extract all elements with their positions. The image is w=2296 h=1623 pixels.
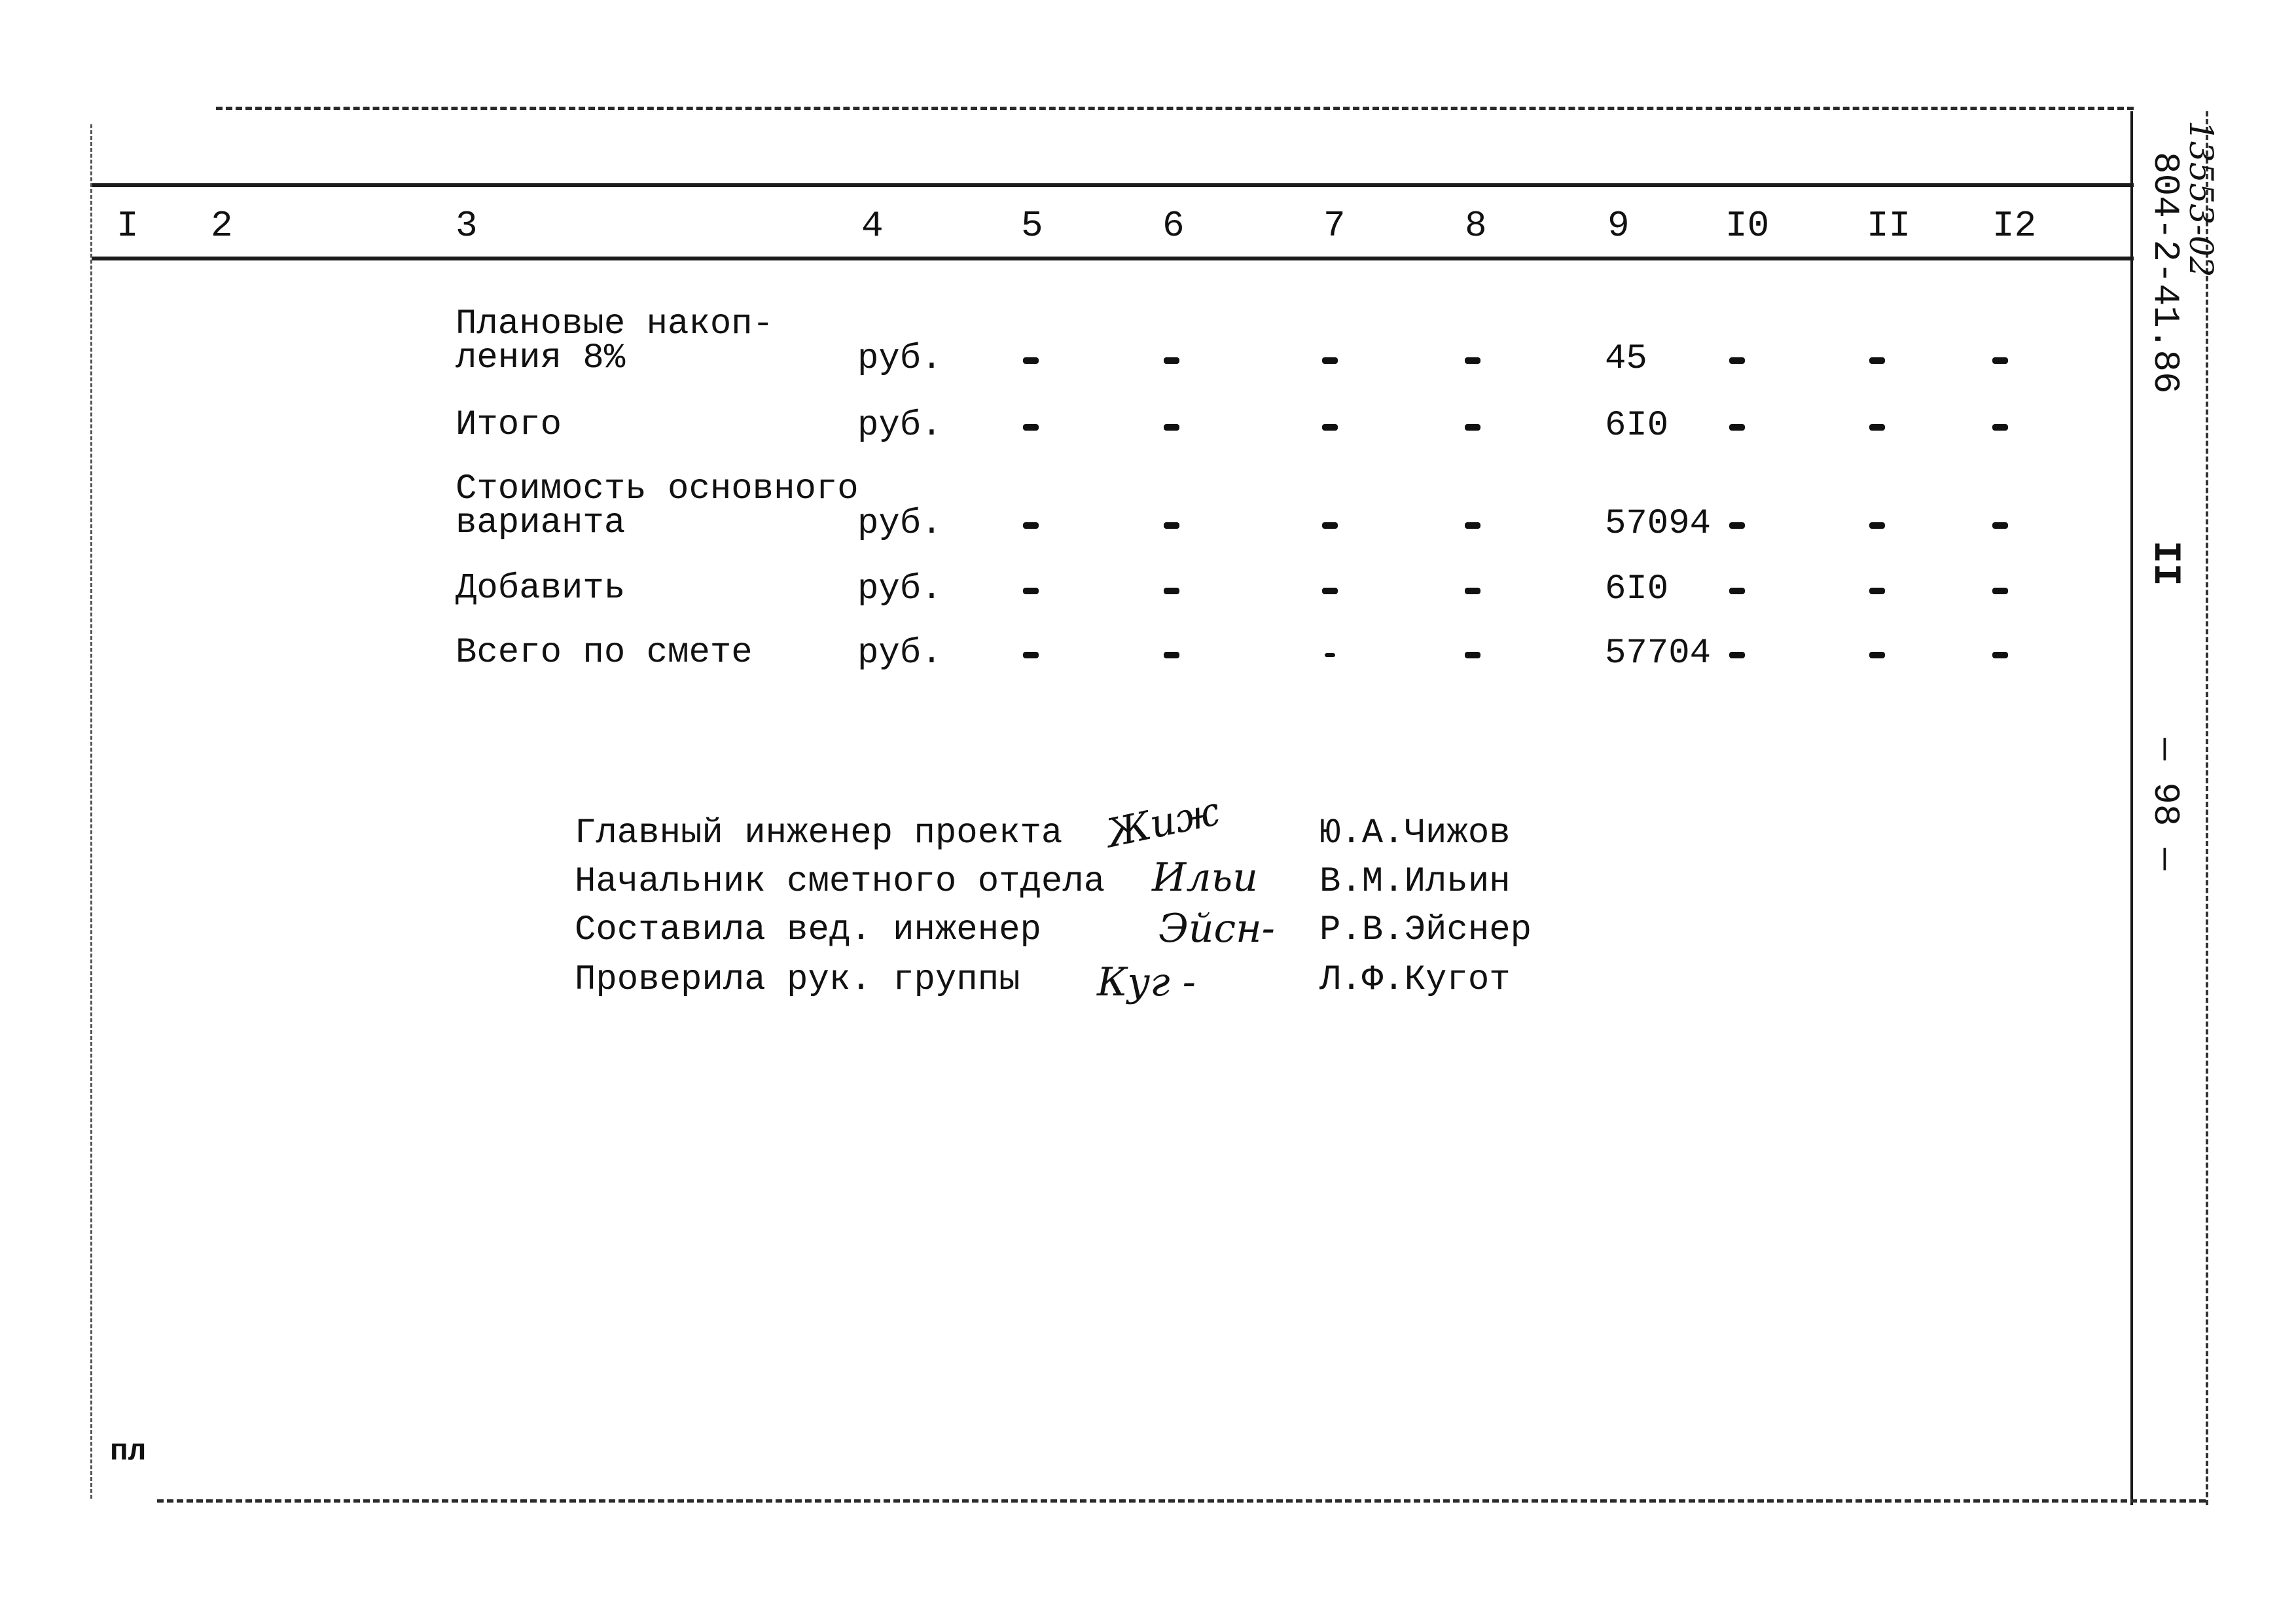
column-header-8: 8 xyxy=(1465,205,1487,247)
empty-cell-dash xyxy=(1992,357,2008,364)
signer-role: Составила вед. инженер xyxy=(575,910,1041,950)
row-amount: 6I0 xyxy=(1605,406,1669,446)
margin-handwritten-code: 13553-02 xyxy=(2182,120,2220,277)
margin-document-code: 804-2-41.86 xyxy=(2144,152,2186,394)
empty-cell-dash xyxy=(1164,357,1179,364)
header-top-rule xyxy=(92,183,2134,187)
empty-cell-dash xyxy=(1729,522,1745,529)
column-header-4: 4 xyxy=(861,205,884,247)
row-description-line: Плановые накоп- xyxy=(456,304,774,344)
row-amount: 57704 xyxy=(1605,633,1712,673)
handwritten-signature: Эйсн- xyxy=(1158,906,1275,952)
column-header-3: 3 xyxy=(456,205,478,247)
row-description-line: ления 8% xyxy=(456,338,626,378)
empty-cell-dash xyxy=(1992,588,2008,594)
margin-section-number: II xyxy=(2144,541,2186,586)
empty-cell-dash xyxy=(1164,522,1179,529)
empty-cell-dash xyxy=(1023,357,1039,364)
empty-cell-dash xyxy=(1729,424,1745,431)
empty-cell-dash xyxy=(1325,653,1335,657)
handwritten-signature: Ильи xyxy=(1152,855,1258,901)
empty-cell-dash xyxy=(1322,424,1338,431)
empty-cell-dash xyxy=(1465,357,1480,364)
signer-name: Л.Ф.Кугот xyxy=(1319,960,1511,1000)
row-description-line: Итого xyxy=(456,405,562,445)
empty-cell-dash xyxy=(1729,588,1745,594)
empty-cell-dash xyxy=(1322,588,1338,594)
signer-role: Начальник сметного отдела xyxy=(575,862,1105,902)
empty-cell-dash xyxy=(1023,424,1039,431)
empty-cell-dash xyxy=(1992,522,2008,529)
row-description-line: Добавить xyxy=(456,569,626,609)
empty-cell-dash xyxy=(1465,652,1480,658)
empty-cell-dash xyxy=(1729,357,1745,364)
handwritten-signature: Куг - xyxy=(1097,959,1196,1005)
column-header-5: 5 xyxy=(1021,205,1043,247)
column-header-11: II xyxy=(1867,205,1911,247)
right-outer-dashed-edge xyxy=(2206,111,2208,1505)
row-amount: 45 xyxy=(1605,339,1647,379)
column-header-12: I2 xyxy=(1992,205,2037,247)
signer-name: В.М.Ильин xyxy=(1319,862,1511,902)
right-margin-border xyxy=(2130,111,2133,1505)
empty-cell-dash xyxy=(1869,652,1885,658)
signer-name: Р.В.Эйснер xyxy=(1319,910,1532,950)
empty-cell-dash xyxy=(1164,652,1179,658)
row-amount: 6I0 xyxy=(1605,569,1669,609)
empty-cell-dash xyxy=(1164,424,1179,431)
row-amount: 57094 xyxy=(1605,504,1712,544)
margin-page-number: — 98 — xyxy=(2144,738,2186,870)
empty-cell-dash xyxy=(1023,652,1039,658)
empty-cell-dash xyxy=(1465,588,1480,594)
row-unit: руб. xyxy=(857,504,942,544)
row-description-line: Всего по смете xyxy=(456,633,753,673)
signer-role: Проверила рук. группы xyxy=(575,960,1020,1000)
empty-cell-dash xyxy=(1992,424,2008,431)
row-unit: руб. xyxy=(857,569,942,609)
empty-cell-dash xyxy=(1023,522,1039,529)
row-unit: руб. xyxy=(857,339,942,379)
empty-cell-dash xyxy=(1322,522,1338,529)
empty-cell-dash xyxy=(1869,357,1885,364)
empty-cell-dash xyxy=(1729,652,1745,658)
row-unit: руб. xyxy=(857,406,942,446)
footer-mark: пл xyxy=(110,1435,147,1469)
empty-cell-dash xyxy=(1465,424,1480,431)
empty-cell-dash xyxy=(1023,588,1039,594)
bottom-dashed-border xyxy=(157,1499,2206,1503)
column-header-10: I0 xyxy=(1725,205,1770,247)
column-header-6: 6 xyxy=(1162,205,1185,247)
row-description-line: Стоимость основного xyxy=(456,469,859,509)
empty-cell-dash xyxy=(1164,588,1179,594)
empty-cell-dash xyxy=(1869,588,1885,594)
empty-cell-dash xyxy=(1322,357,1338,364)
left-edge-ticks xyxy=(90,124,92,1499)
signer-role: Главный инженер проекта xyxy=(575,813,1063,853)
column-header-1: I xyxy=(117,205,139,247)
header-bottom-rule xyxy=(92,257,2134,260)
row-description-line: варианта xyxy=(456,503,626,543)
empty-cell-dash xyxy=(1992,652,2008,658)
handwritten-signature: Жиж xyxy=(1102,788,1224,857)
empty-cell-dash xyxy=(1869,522,1885,529)
empty-cell-dash xyxy=(1465,522,1480,529)
column-header-9: 9 xyxy=(1607,205,1630,247)
signer-name: Ю.А.Чижов xyxy=(1319,813,1511,853)
row-unit: руб. xyxy=(857,633,942,673)
column-header-7: 7 xyxy=(1323,205,1346,247)
top-dashed-border xyxy=(216,107,2134,110)
empty-cell-dash xyxy=(1869,424,1885,431)
column-header-2: 2 xyxy=(211,205,233,247)
